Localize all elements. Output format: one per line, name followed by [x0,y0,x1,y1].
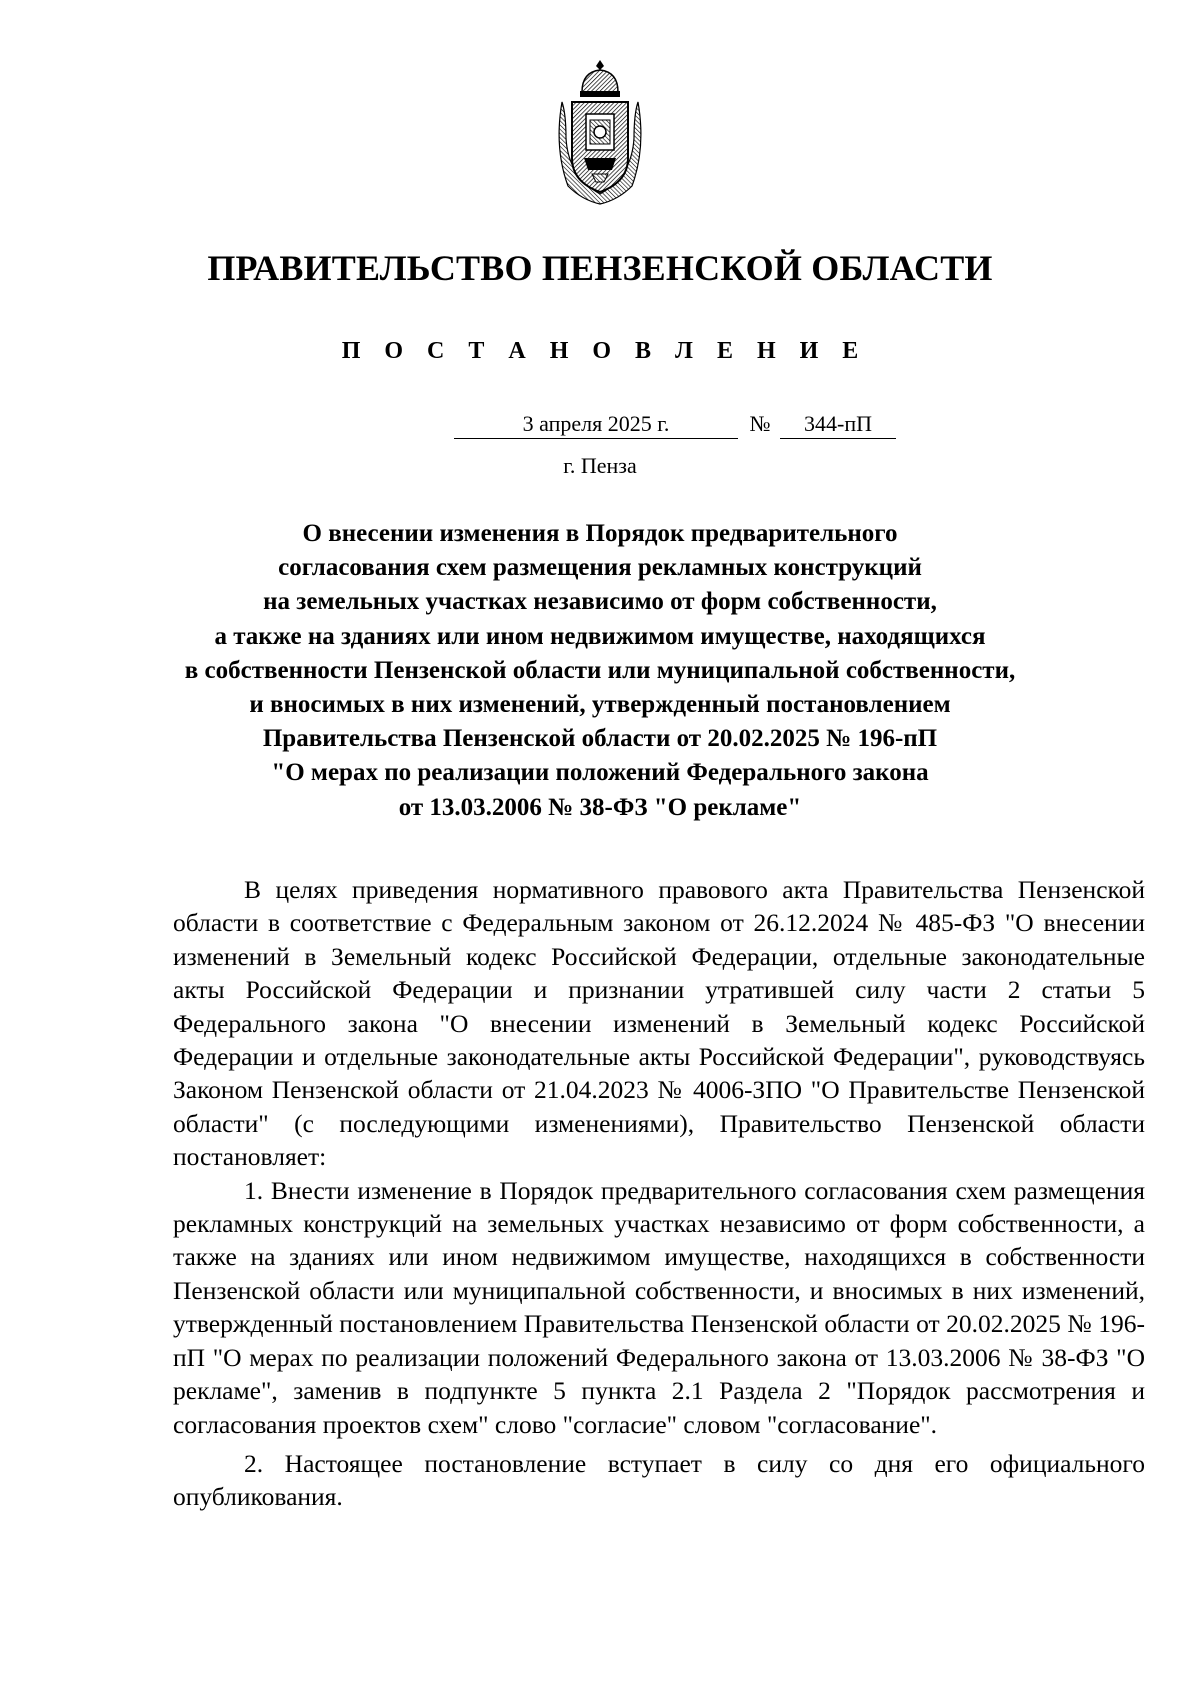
document-date: 3 апреля 2025 г. [454,410,738,439]
document-type: П О С Т А Н О В Л Е Н И Е [341,338,868,364]
subject-line: согласования схем размещения рекламных конструкций [278,554,922,582]
document-body [173,873,1145,1514]
date-number-line [0,410,1200,442]
subject-line: О внесении изменения в Порядок предварительного [302,520,898,547]
subject-line: Правительства Пензенской области от 20.02.2025 № 196-пП [262,725,938,753]
item-1-paragraph: 1. Внести изменение в Порядок предварительного согласования схем размещения рекламных конструкций на земельных участках независимо от форм собственности, а также на зданиях или ином недвижимом имуществе, находящихся в собственности Пензенской области или муниципальной собственности, и вносимых в них изменений, утвержденный постановлением Правительства Пензенской области от 20.02.2025 № 196-пП "О мерах по реализации положений Федерального закона от 13.03.2006 № 38-ФЗ "О рекламе", заменив в подпункте 5 пункта 2.1 Раздела 2 "Порядок рассмотрения и согласования проектов схем" слово "согласие" словом "согласование". [173,1175,1145,1439]
preamble-paragraph: В целях приведения нормативного правового акта Правительства Пензенской области в соответствие с Федеральным законом от 26.12.2024 № 485-ФЗ "О внесении изменений в Земельный кодекс Российской Федерации, отдельные законодательные акты Российской Федерации и признании утратившей силу части 2 статьи 5 Федерального закона "О внесении изменений в Земельный кодекс Российской Федерации и отдельные законодательные акты Российской Федерации", руководствуясь Законом Пензенской области от 21.04.2023 № 4006-ЗПО "О Правительстве Пензенской области" (с последующими изменениями), Правительство Пензенской области постановляет: [173,875,1145,1172]
subject-line: а также на зданиях или ином недвижимом имуществе, находящихся [214,622,986,650]
subject-line: от 13.03.2006 № 38-ФЗ "О рекламе" [398,793,802,821]
subject-line: и вносимых в них изменений, утвержденный постановлением [249,691,951,719]
document-subject [0,517,1200,825]
item-2-paragraph: 2. Настоящее постановление вступает в силу со дня его официального опубликования. [173,1448,1145,1512]
subject-line: в собственности Пензенской области или муниципальной собственности, [184,656,1016,684]
government-name: ПРАВИТЕЛЬСТВО ПЕНЗЕНСКОЙ ОБЛАСТИ [207,248,993,288]
subject-line: "О мерах по реализации положений Федерального закона [271,759,929,787]
document-number: 344-пП [780,410,896,439]
city: г. Пенза [563,453,637,478]
number-sign: № [749,411,771,436]
subject-line: на земельных участках независимо от форм собственности, [263,588,937,616]
coat-of-arms-icon [552,58,648,208]
